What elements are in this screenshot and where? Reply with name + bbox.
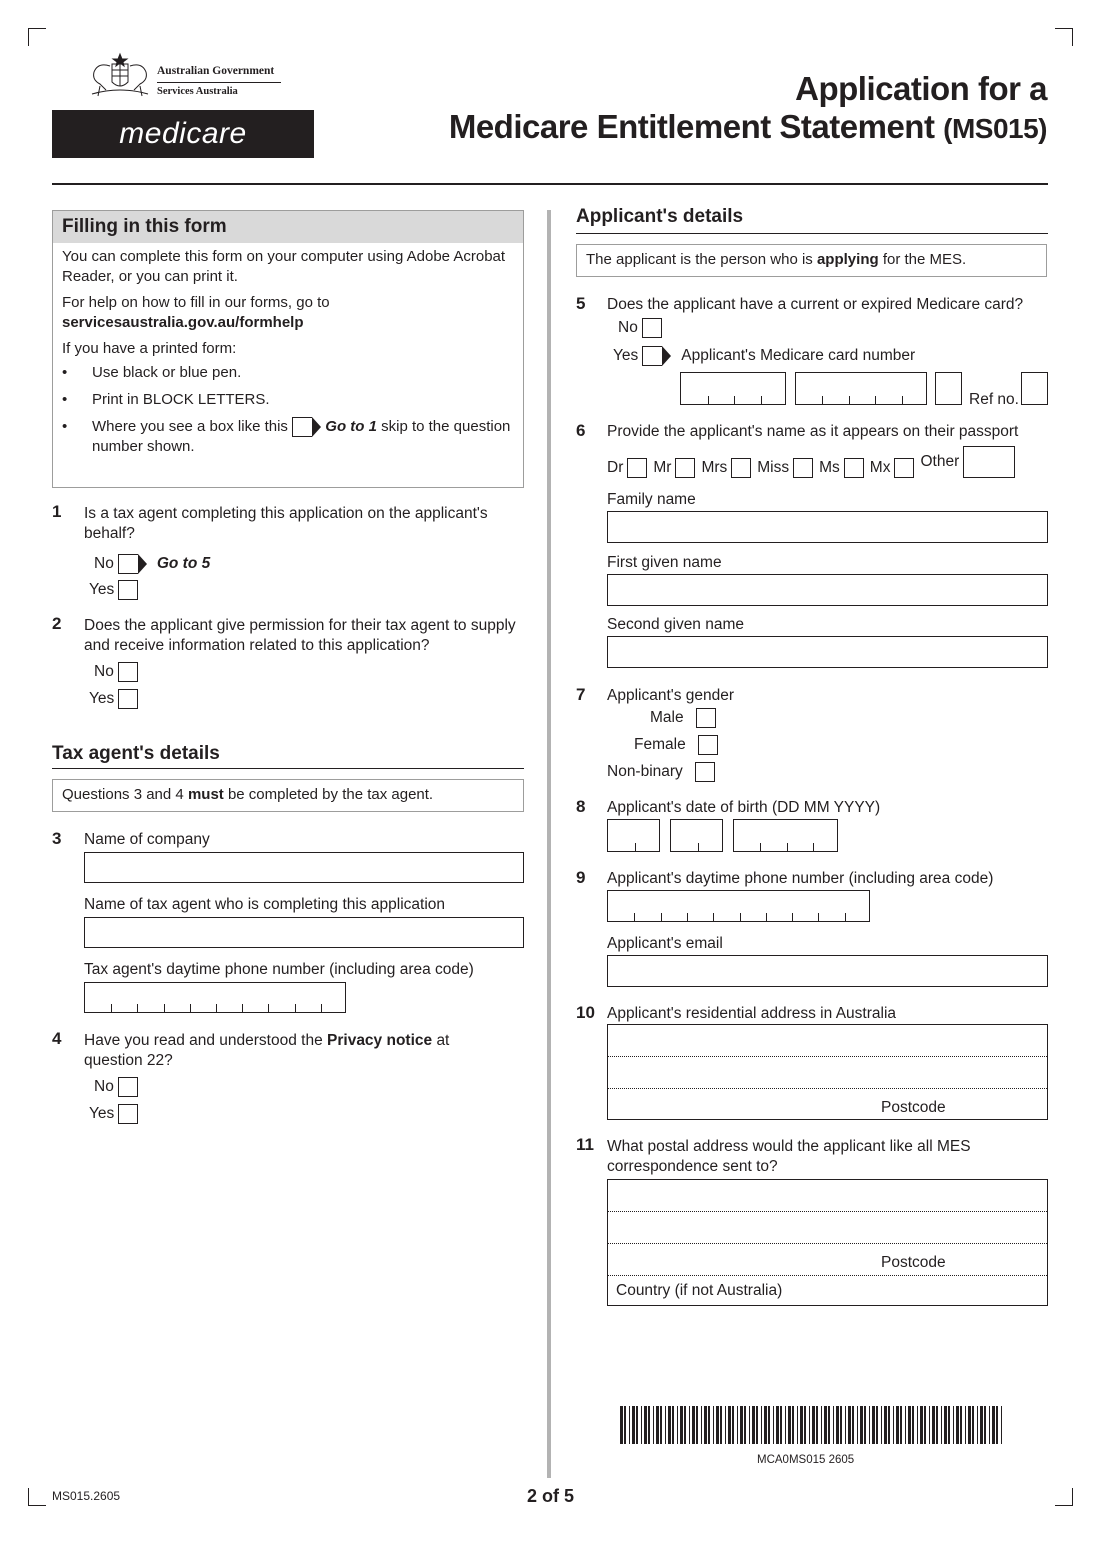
digit-separator <box>740 913 741 921</box>
barcode-bar <box>668 1406 671 1444</box>
q4-yes-checkbox[interactable] <box>118 1104 138 1124</box>
q1-text: Is a tax agent completing this application on the applicant's behalf? <box>84 505 488 542</box>
dob-day-field[interactable] <box>607 819 660 852</box>
applicant-note-bold: applying <box>816 251 879 268</box>
barcode-bar <box>713 1406 714 1444</box>
q1-no-option <box>94 554 210 574</box>
filling-p2 <box>62 293 514 333</box>
barcode-bar <box>800 1406 803 1444</box>
q2-no-option <box>94 662 138 682</box>
form-code: MS015.2605 <box>52 1489 121 1503</box>
q2-number: 2 <box>52 614 62 633</box>
barcode-bar <box>752 1406 755 1444</box>
barcode-bar <box>644 1406 647 1444</box>
barcode-bar <box>785 1406 786 1444</box>
q10-text: Applicant's residential address in Australia <box>607 1005 897 1022</box>
title-label: Dr <box>607 459 624 476</box>
gender-male-label: Male <box>650 709 684 726</box>
digit-separator <box>687 913 688 921</box>
barcode-text: MCA0MS015 2605 <box>757 1454 855 1466</box>
barcode-bar <box>944 1406 947 1444</box>
crop-mark-top-left <box>28 28 46 46</box>
residential-address-field[interactable] <box>607 1024 1048 1120</box>
barcode-bar <box>680 1406 683 1444</box>
q3-company-label: Name of company <box>84 831 210 848</box>
barcode-bar <box>677 1406 678 1444</box>
privacy-notice-ref: Privacy notice <box>327 1032 433 1049</box>
barcode-bar <box>965 1406 966 1444</box>
medicare-card-issue-digit[interactable] <box>935 372 962 405</box>
digit-separator <box>813 843 814 851</box>
digit-separator <box>242 1004 243 1012</box>
barcode-bar <box>905 1406 906 1444</box>
barcode-bar <box>840 1406 842 1444</box>
bullet-3-a: Where you see a box like this <box>92 418 288 435</box>
q4-text <box>84 1031 484 1071</box>
barcode-bar <box>893 1406 894 1444</box>
tax-agent-note-a: Questions 3 and 4 <box>62 786 184 803</box>
q4-no-option <box>94 1077 138 1097</box>
barcode-bar <box>941 1406 942 1444</box>
digit-separator <box>708 396 709 404</box>
barcode-bar <box>948 1406 950 1444</box>
crop-mark-bottom-left <box>28 1488 46 1506</box>
first-name-field[interactable] <box>607 574 1048 606</box>
applicant-note <box>576 244 1047 277</box>
address-line-divider <box>608 1088 1047 1089</box>
title-label: Mr <box>653 459 672 476</box>
title-main: Medicare Entitlement Statement <box>448 108 935 145</box>
title-ms-checkbox[interactable] <box>844 458 864 478</box>
barcode-bar <box>828 1406 830 1444</box>
title-label: Mx <box>869 459 891 476</box>
filling-panel <box>52 210 524 488</box>
title-label: Mrs <box>701 459 728 476</box>
digit-separator <box>661 913 662 921</box>
medicare-card-part-2[interactable] <box>795 372 927 405</box>
filling-help-text: For help on how to fill in our forms, go to <box>62 294 330 311</box>
q6-text: Provide the applicant's name as it appears on their passport <box>607 423 1019 440</box>
barcode-bar <box>764 1406 767 1444</box>
q1-yes-option <box>89 580 138 600</box>
q5-no-checkbox[interactable] <box>642 318 662 338</box>
barcode-bar <box>737 1406 738 1444</box>
q4-text-a: Have you read and understood the <box>84 1032 323 1049</box>
barcode-bar <box>984 1406 986 1444</box>
barcode-bar <box>648 1406 650 1444</box>
digit-separator <box>818 913 819 921</box>
digit-separator <box>787 843 788 851</box>
title-label: Other <box>920 453 960 470</box>
title-option-ms <box>819 458 864 478</box>
digit-separator <box>761 396 762 404</box>
country-label: Country (if not Australia) <box>616 1282 783 1299</box>
q2-no-label: No <box>94 663 114 680</box>
barcode-bar <box>720 1406 722 1444</box>
title-mx-checkbox[interactable] <box>894 458 914 478</box>
dob-month-field[interactable] <box>670 819 723 852</box>
barcode-bar <box>620 1406 623 1444</box>
applicant-phone-field[interactable] <box>607 890 870 922</box>
applicant-note-a: The applicant is the person who is <box>586 251 813 268</box>
barcode-bar <box>816 1406 818 1444</box>
gender-female-label: Female <box>634 736 686 753</box>
barcode-bar <box>992 1406 995 1444</box>
barcode-bar <box>956 1406 959 1444</box>
q1-number: 1 <box>52 502 62 521</box>
header-rule <box>52 183 1048 185</box>
barcode-bar <box>968 1406 971 1444</box>
gender-female-checkbox[interactable] <box>698 735 718 755</box>
q10-number: 10 <box>576 1003 595 1022</box>
q2-yes-option <box>89 689 138 709</box>
q3-number: 3 <box>52 829 62 848</box>
email-label: Applicant's email <box>607 935 723 952</box>
title-line-1: Application for a <box>795 70 1047 107</box>
barcode-bar <box>636 1406 638 1444</box>
tax-agent-phone-field[interactable] <box>84 982 346 1013</box>
barcode-bar <box>792 1406 794 1444</box>
q5-text: Does the applicant have a current or expired Medicare card? <box>607 296 1024 313</box>
bullet-3-b: skip to the question number shown. <box>92 418 511 456</box>
barcode-bar <box>696 1406 698 1444</box>
title-mr-checkbox[interactable] <box>675 458 695 478</box>
q5-yes-label: Yes <box>613 347 639 364</box>
family-name-label: Family name <box>607 491 696 508</box>
barcode-bar <box>768 1406 770 1444</box>
digit-separator <box>137 1004 138 1012</box>
crop-mark-bottom-right <box>1055 1488 1073 1506</box>
gov-name: Australian Government <box>157 65 275 77</box>
barcode-bar <box>953 1406 954 1444</box>
barcode-bar <box>701 1406 702 1444</box>
digit-separator <box>190 1004 191 1012</box>
q1-yes-label: Yes <box>89 581 115 598</box>
digit-separator <box>822 396 823 404</box>
bullet-1-text: Use black or blue pen. <box>92 364 242 381</box>
barcode-bar <box>660 1406 662 1444</box>
title-miss-checkbox[interactable] <box>793 458 813 478</box>
barcode-bar <box>629 1406 630 1444</box>
title-option-other <box>920 446 1015 478</box>
barcode-bar <box>848 1406 851 1444</box>
barcode-bar <box>780 1406 782 1444</box>
q1-no-label: No <box>94 555 114 572</box>
barcode-bar <box>857 1406 858 1444</box>
barcode-bar <box>725 1406 726 1444</box>
digit-separator <box>698 843 699 851</box>
gender-male-option <box>650 708 716 728</box>
digit-separator <box>634 913 635 921</box>
barcode-bar <box>972 1406 974 1444</box>
barcode-bar <box>716 1406 719 1444</box>
medicare-wordmark: medicare <box>119 117 247 150</box>
tax-agent-note-b: be completed by the tax agent. <box>227 786 434 803</box>
digit-separator <box>713 913 714 921</box>
barcode-bar <box>929 1406 930 1444</box>
q4-no-checkbox[interactable] <box>118 1077 138 1097</box>
digit-separator <box>635 843 636 851</box>
barcode-bar <box>704 1406 707 1444</box>
filling-p1: You can complete this form on your computer using Adobe Acrobat Reader, or you can print it. <box>62 248 506 285</box>
goto-example-box-icon <box>292 417 321 437</box>
page-number: 2 of 5 <box>527 1486 575 1506</box>
digit-separator <box>321 1004 322 1012</box>
digit-separator <box>875 396 876 404</box>
title-mrs-checkbox[interactable] <box>731 458 751 478</box>
barcode-bar <box>888 1406 890 1444</box>
digit-separator <box>164 1004 165 1012</box>
barcode-bar <box>809 1406 810 1444</box>
barcode-bar <box>624 1406 626 1444</box>
filling-heading: Filling in this form <box>53 211 523 243</box>
q7-number: 7 <box>576 685 586 704</box>
formhelp-link[interactable]: servicesaustralia.gov.au/formhelp <box>62 314 304 331</box>
barcode-bar <box>653 1406 654 1444</box>
title-other-field[interactable] <box>963 446 1015 478</box>
bullet-2-text: Print in BLOCK LETTERS. <box>92 391 270 408</box>
barcode-bar <box>812 1406 815 1444</box>
barcode-bar <box>833 1406 834 1444</box>
applicant-rule <box>576 233 1048 234</box>
title-label: Ms <box>819 459 840 476</box>
second-name-field[interactable] <box>607 636 1048 668</box>
title-option-mrs <box>701 458 751 478</box>
q2-yes-checkbox[interactable] <box>118 689 138 709</box>
barcode-bar <box>845 1406 846 1444</box>
barcode-bar <box>824 1406 827 1444</box>
applicant-heading: Applicant's details <box>576 206 744 227</box>
title-code: (MS015) <box>943 113 1047 144</box>
barcode-bar <box>665 1406 666 1444</box>
bullet-dot: • <box>62 391 68 408</box>
crop-mark-top-right <box>1055 28 1073 46</box>
digit-separator <box>792 913 793 921</box>
gender-female-option <box>634 735 718 755</box>
barcode-bar <box>689 1406 690 1444</box>
tax-agent-heading: Tax agent's details <box>52 743 220 764</box>
address-line-divider <box>608 1243 1047 1244</box>
barcode-bar <box>912 1406 914 1444</box>
digit-separator <box>849 396 850 404</box>
barcode-bar <box>821 1406 822 1444</box>
tax-agent-note-must: must <box>187 786 224 803</box>
digit-separator <box>760 843 761 851</box>
q6-number: 6 <box>576 421 586 440</box>
barcode-bar <box>908 1406 911 1444</box>
q5-no-option <box>618 318 662 338</box>
bullet-dot: • <box>62 364 68 381</box>
q4-number: 4 <box>52 1029 62 1048</box>
title-option-miss <box>757 458 813 478</box>
barcode-bar <box>656 1406 659 1444</box>
barcode-bar <box>860 1406 863 1444</box>
q2-text: Does the applicant give permission for their tax agent to supply and receive information related to this application? <box>84 617 516 654</box>
barcode-bar <box>881 1406 882 1444</box>
coat-of-arms-logo <box>86 50 154 100</box>
barcode-bar <box>872 1406 875 1444</box>
q9-number: 9 <box>576 868 586 887</box>
gender-nonbinary-checkbox[interactable] <box>695 762 715 782</box>
q1-no-checkbox[interactable] <box>118 554 147 574</box>
dob-year-field[interactable] <box>733 819 838 852</box>
title-option-mx <box>870 458 915 478</box>
first-name-label: First given name <box>607 554 722 571</box>
postal-address-field[interactable] <box>607 1179 1048 1306</box>
title-options-row <box>607 446 1048 478</box>
barcode-bar <box>989 1406 990 1444</box>
q5-no-label: No <box>618 319 638 336</box>
digit-separator <box>845 913 846 921</box>
q5-card-label: Applicant's Medicare card number <box>681 347 916 364</box>
barcode-bar <box>797 1406 798 1444</box>
barcode-bar <box>632 1406 635 1444</box>
barcode-bar <box>864 1406 866 1444</box>
applicant-note-b: for the MES. <box>882 251 967 268</box>
barcode-bar <box>896 1406 899 1444</box>
digit-separator <box>902 396 903 404</box>
barcode-bar <box>749 1406 750 1444</box>
gender-male-checkbox[interactable] <box>696 708 716 728</box>
barcode-bar <box>761 1406 762 1444</box>
title-line-2 <box>449 108 1047 148</box>
title-dr-checkbox[interactable] <box>627 458 647 478</box>
q4-yes-option <box>89 1104 138 1124</box>
barcode-bar <box>869 1406 870 1444</box>
digit-separator <box>734 396 735 404</box>
barcode-bar <box>708 1406 710 1444</box>
goto-example-text: Go to 1 <box>325 418 377 435</box>
digit-separator <box>766 913 767 921</box>
bullet-3 <box>62 417 514 457</box>
q9-text: Applicant's daytime phone number (including area code) <box>607 870 994 887</box>
barcode-bar <box>980 1406 983 1444</box>
company-name-field[interactable] <box>84 852 524 883</box>
gender-nonbinary-label: Non-binary <box>607 763 683 780</box>
address-line-divider <box>608 1211 1047 1212</box>
barcode-bar <box>732 1406 734 1444</box>
digit-separator <box>295 1004 296 1012</box>
residential-postcode-label: Postcode <box>881 1099 946 1116</box>
barcode-bar <box>756 1406 758 1444</box>
q3-agent-phone-label: Tax agent's daytime phone number (including area code) <box>84 961 474 978</box>
column-divider <box>547 210 551 1478</box>
barcode-bar <box>836 1406 839 1444</box>
second-name-label: Second given name <box>607 616 745 633</box>
q4-yes-label: Yes <box>89 1105 115 1122</box>
barcode-bar <box>776 1406 779 1444</box>
digit-separator <box>111 1004 112 1012</box>
family-name-field[interactable] <box>607 511 1048 543</box>
barcode-bar <box>977 1406 978 1444</box>
barcode-bar <box>740 1406 743 1444</box>
barcode-bar <box>884 1406 887 1444</box>
barcode-image <box>620 1406 1005 1444</box>
q4-text-b: at question 22? <box>84 1032 450 1069</box>
address-line-divider <box>608 1056 1047 1057</box>
barcode-bar <box>917 1406 918 1444</box>
barcode-bar <box>744 1406 746 1444</box>
bullet-3-text <box>92 417 514 457</box>
filling-p3: If you have a printed form: <box>62 340 237 357</box>
q5-number: 5 <box>576 294 586 313</box>
q5-yes-checkbox[interactable] <box>642 346 671 366</box>
q8-number: 8 <box>576 797 586 816</box>
bullet-2 <box>62 390 514 410</box>
barcode-bar <box>1001 1406 1002 1444</box>
q11-text: What postal address would the applicant like all MES correspondence sent to? <box>607 1138 971 1175</box>
gov-divider <box>157 82 281 83</box>
barcode-bar <box>773 1406 774 1444</box>
barcode-bar <box>804 1406 806 1444</box>
barcode-bar <box>932 1406 935 1444</box>
q2-yes-label: Yes <box>89 690 115 707</box>
filling-body <box>53 243 523 461</box>
q1-goto: Go to 5 <box>156 555 211 572</box>
agency-name: Services Australia <box>157 86 238 97</box>
barcode-bar <box>684 1406 686 1444</box>
barcode-bar <box>900 1406 902 1444</box>
q2-no-checkbox[interactable] <box>118 662 138 682</box>
barcode-bar <box>728 1406 731 1444</box>
barcode-bar <box>672 1406 674 1444</box>
bullet-dot: • <box>62 418 68 435</box>
title-option-mr <box>653 458 695 478</box>
title-option-dr <box>607 458 647 478</box>
ref-no-label: Ref no. <box>969 391 1019 408</box>
q3-agent-name-label: Name of tax agent who is completing this application <box>84 896 446 913</box>
barcode-bar <box>852 1406 854 1444</box>
q11-number: 11 <box>576 1135 594 1154</box>
tax-agent-rule <box>52 768 524 769</box>
title-label: Miss <box>757 459 790 476</box>
postal-postcode-label: Postcode <box>881 1254 946 1271</box>
digit-separator <box>268 1004 269 1012</box>
address-line-divider <box>608 1275 1047 1276</box>
barcode-bar <box>788 1406 791 1444</box>
digit-separator <box>216 1004 217 1012</box>
medicare-ref-no-field[interactable] <box>1021 372 1048 405</box>
tax-agent-note <box>52 779 524 812</box>
barcode-bar <box>936 1406 938 1444</box>
form-title <box>449 70 1047 148</box>
barcode-bar <box>996 1406 998 1444</box>
barcode-bar <box>924 1406 926 1444</box>
medicare-card-part-1[interactable] <box>680 372 786 405</box>
email-field[interactable] <box>607 955 1048 987</box>
barcode-bar <box>641 1406 642 1444</box>
q1-yes-checkbox[interactable] <box>118 580 138 600</box>
q7-text: Applicant's gender <box>607 687 735 704</box>
barcode-bar <box>692 1406 695 1444</box>
tax-agent-name-field[interactable] <box>84 917 524 948</box>
gender-nonbinary-option <box>607 762 715 782</box>
q8-text: Applicant's date of birth (DD MM YYYY) <box>607 799 881 816</box>
barcode-bar <box>876 1406 878 1444</box>
bullet-1 <box>62 363 514 383</box>
q4-no-label: No <box>94 1078 114 1095</box>
q5-yes-option <box>613 346 915 366</box>
medicare-brand-bar <box>52 110 314 158</box>
barcode-bar <box>920 1406 923 1444</box>
barcode-bar <box>960 1406 962 1444</box>
